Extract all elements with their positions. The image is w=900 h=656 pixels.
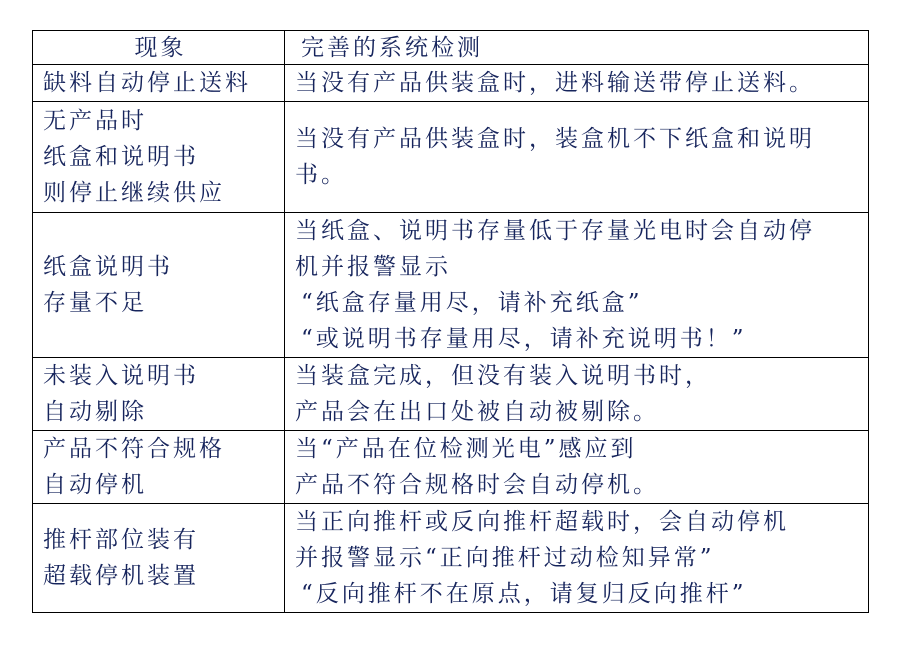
phenomenon-line: 未装入说明书 xyxy=(43,363,199,389)
phenomenon-line: 自动停机 xyxy=(43,472,147,498)
phenomenon-line: 无产品时 xyxy=(43,108,147,134)
detection-line: 当纸盒、说明书存量低于存量光电时会自动停 xyxy=(295,218,815,244)
detection-line: “纸盒存量用尽，请补充纸盒” xyxy=(301,290,643,316)
phenomenon-cell xyxy=(33,213,285,358)
detection-line: 当正向推杆或反向推杆超载时，会自动停机 xyxy=(295,509,789,535)
detection-line: 当没有产品供装盒时，进料输送带停止送料。 xyxy=(295,70,815,96)
detection-cell xyxy=(285,504,869,613)
system-detection-table xyxy=(32,30,869,613)
phenomenon-line: 推杆部位装有 xyxy=(43,527,199,553)
header-phenomenon: 现象 xyxy=(33,31,285,65)
detection-cell xyxy=(285,358,869,431)
table-row xyxy=(33,65,869,102)
detection-line: 机并报警显示 xyxy=(295,254,451,280)
phenomenon-line: 存量不足 xyxy=(43,290,147,316)
detection-cell xyxy=(285,65,869,102)
detection-line: 产品会在出口处被自动被剔除。 xyxy=(295,399,659,425)
table-row xyxy=(33,102,869,213)
header-system-detection: 完善的系统检测 xyxy=(285,31,869,65)
detection-cell xyxy=(285,431,869,504)
table-row xyxy=(33,431,869,504)
detection-line: 产品不符合规格时会自动停机。 xyxy=(295,472,659,498)
phenomenon-line: 产品不符合规格 xyxy=(43,436,225,462)
phenomenon-cell xyxy=(33,102,285,213)
phenomenon-cell xyxy=(33,504,285,613)
table-row xyxy=(33,504,869,613)
phenomenon-cell xyxy=(33,431,285,504)
detection-line: “或说明书存量用尽，请补充说明书！” xyxy=(301,326,747,352)
table-row xyxy=(33,213,869,358)
phenomenon-line: 自动剔除 xyxy=(43,399,147,425)
detection-line: “反向推杆不在原点，请复归反向推杆” xyxy=(301,581,747,607)
phenomenon-line: 纸盒和说明书 xyxy=(43,144,199,170)
table-header-row xyxy=(33,31,869,65)
phenomenon-cell xyxy=(33,65,285,102)
detection-line: 并报警显示“正向推杆过动检知异常” xyxy=(295,545,715,571)
phenomenon-line: 则停止继续供应 xyxy=(43,180,225,206)
detection-line: 当“产品在位检测光电”感应到 xyxy=(295,436,637,462)
phenomenon-line: 缺料自动停止送料 xyxy=(43,70,251,96)
phenomenon-line: 超载停机装置 xyxy=(43,563,199,589)
detection-line: 当没有产品供装盒时，装盒机不下纸盒和说明书。 xyxy=(295,126,815,188)
detection-cell xyxy=(285,213,869,358)
detection-cell xyxy=(285,102,869,213)
phenomenon-line: 纸盒说明书 xyxy=(43,254,173,280)
table-row xyxy=(33,358,869,431)
detection-line: 当装盒完成，但没有装入说明书时， xyxy=(295,363,711,389)
phenomenon-cell xyxy=(33,358,285,431)
